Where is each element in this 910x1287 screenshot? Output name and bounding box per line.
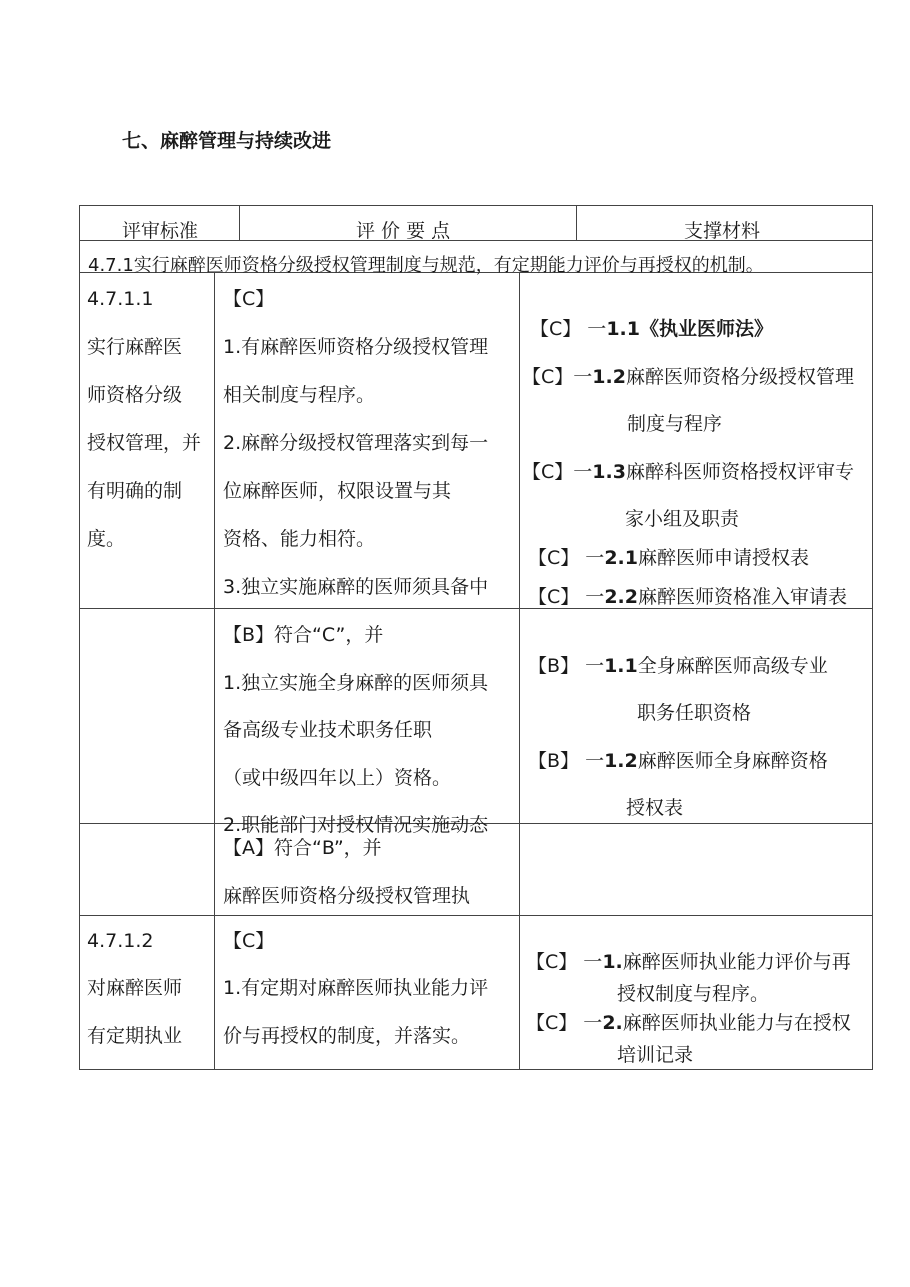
row-2-materials [520,609,872,823]
standard-line: 有定期执业 [87,1025,183,1047]
material-line: 授权制度与程序。 [617,983,770,1005]
point-line: 麻醉医师资格分级授权管理执 [223,885,471,907]
point-line: 备高级专业技术职务任职 [223,719,433,741]
point-line: 2.麻醉分级授权管理落实到每一 [223,432,489,454]
material-line: 【C】一1.3麻醉科医师资格授权评审专 [522,461,854,483]
point-line: 【C】 [223,930,275,952]
clause-row [80,241,872,276]
row-3-points [215,824,519,915]
point-line: 1.独立实施全身麻醉的医师须具 [223,672,489,694]
standard-line: 实行麻醉医 [87,336,183,358]
standard-line: 度。 [87,528,126,550]
row-2-points [215,609,519,836]
material-line: 【C】 一2.1麻醉医师申请授权表 [528,547,809,569]
point-line: 3.独立实施麻醉的医师须具备中 [223,576,489,598]
point-line: 1.有麻醉医师资格分级授权管理 [223,336,489,358]
point-line: 1.有定期对麻醉医师执业能力评 [223,977,489,999]
standard-line: 授权管理，并 [87,432,202,454]
header-points: 评 价 要 点 [356,220,451,242]
standard-line: 有明确的制 [87,480,183,502]
material-line: 【B】 一1.2麻醉医师全身麻醉资格 [528,750,828,772]
point-line: 位麻醉医师，权限设置与其 [223,480,452,502]
row-1-points [215,273,519,608]
material-line: 【C】 一1.1《执业医师法》 [530,318,773,340]
material-line: 授权表 [626,797,684,819]
material-line: 制度与程序 [627,413,723,435]
material-line: 职务任职资格 [637,702,752,724]
material-line: 【C】 一2.2麻醉医师资格准入审请表 [528,586,847,608]
header-standard: 评审标准 [122,220,199,242]
material-line: 【C】 一1.麻醉医师执业能力评价与再 [526,951,851,973]
row-1-materials [520,273,872,608]
point-line: （或中级四年以上）资格。 [223,767,452,789]
section-title: 七、麻醉管理与持续改进 [122,130,332,152]
point-line: 2.职能部门对授权情况实施动态 [223,814,489,836]
header-row [80,206,872,240]
material-line: 家小组及职责 [625,508,740,530]
material-line: 培训记录 [617,1044,694,1066]
standard-line: 4.7.1.2 [87,930,154,952]
header-materials: 支撑材料 [684,220,761,242]
point-line: 【B】符合“C”，并 [223,624,384,646]
row-4-materials [520,916,872,1069]
point-line: 价与再授权的制度，并落实。 [223,1025,471,1047]
standard-line: 师资格分级 [87,384,183,406]
clause-text: 4.7.1实行麻醉医师资格分级授权管理制度与规范，有定期能力评价与再授权的机制。 [88,255,764,276]
point-line: 【A】符合“B”，并 [223,837,382,859]
material-line: 【C】 一2.麻醉医师执业能力与在授权 [526,1012,851,1034]
row-4-points [215,916,519,1069]
material-line: 【C】一1.2麻醉医师资格分级授权管理 [522,366,854,388]
standard-line: 对麻醉医师 [87,977,183,999]
material-line: 【B】 一1.1全身麻醉医师高级专业 [528,655,828,677]
standard-line: 4.7.1.1 [87,288,154,310]
point-line: 相关制度与程序。 [223,384,376,406]
point-line: 【C】 [223,288,275,310]
point-line: 资格、能力相符。 [223,528,376,550]
